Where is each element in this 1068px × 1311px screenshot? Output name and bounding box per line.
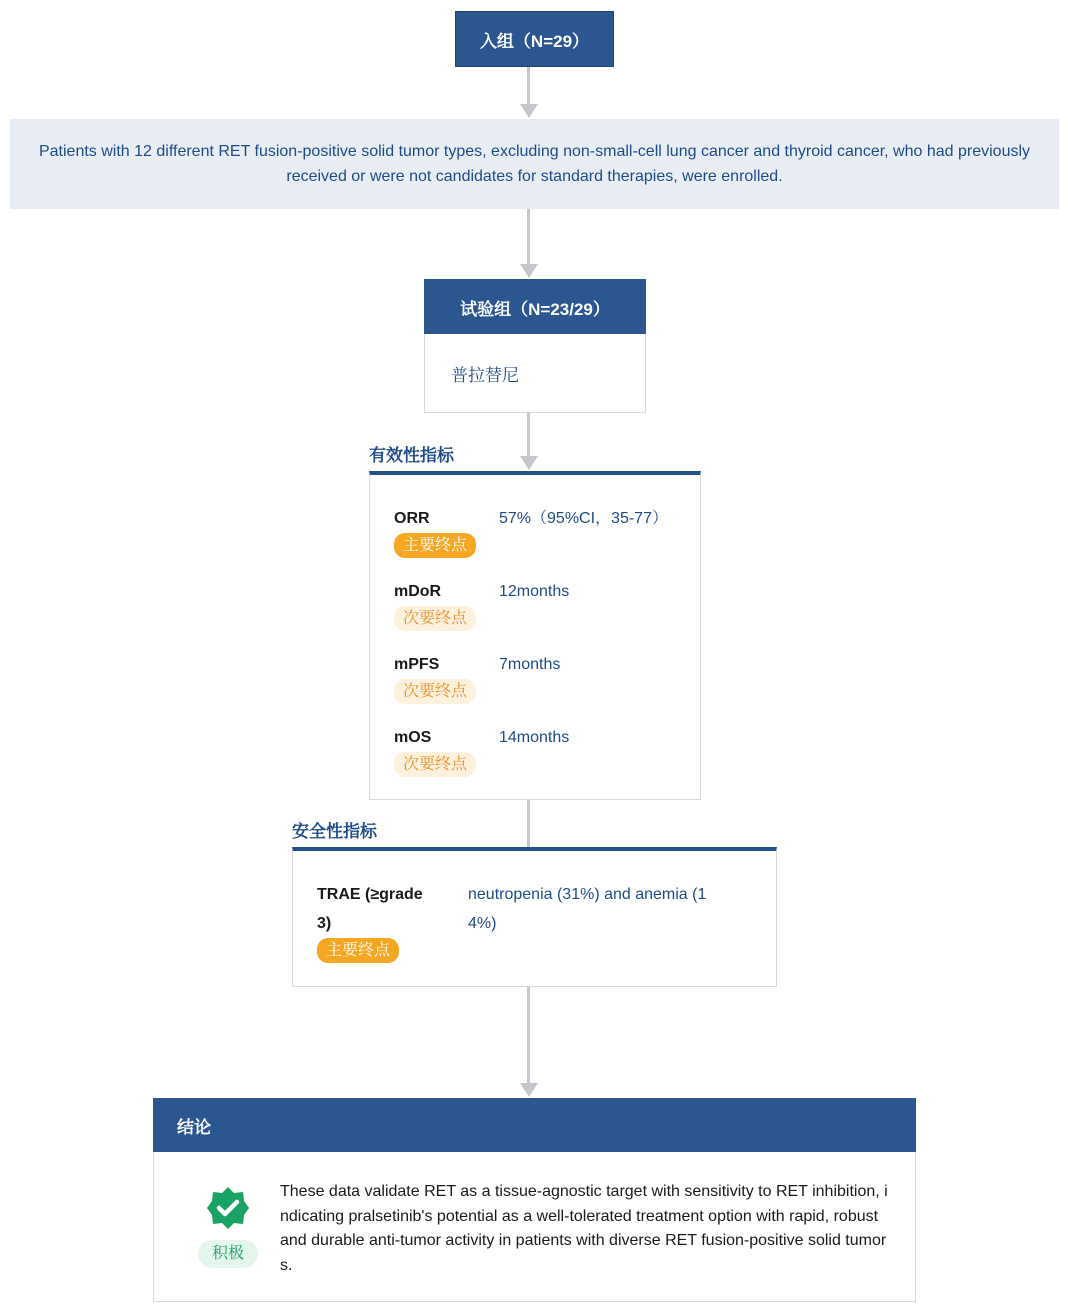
connector-arrow xyxy=(520,264,538,278)
secondary-endpoint-tag: 次要终点 xyxy=(394,606,476,631)
primary-endpoint-tag: 主要终点 xyxy=(317,938,399,963)
endpoint-name: mOS xyxy=(394,729,432,746)
endpoint-value: 57%（95%CI，35-77） xyxy=(499,510,668,527)
endpoint-name: ORR xyxy=(394,510,430,527)
endpoint-value: 12months xyxy=(499,583,570,600)
efficacy-label: 有效性指标 xyxy=(369,446,454,465)
endpoint-name-line2: 3) xyxy=(317,915,332,932)
secondary-endpoint-tag: 次要终点 xyxy=(394,679,476,704)
endpoint-value: 14months xyxy=(499,729,570,746)
connector-line xyxy=(527,209,530,267)
connector-line xyxy=(527,800,530,848)
conclusion-title: 结论 xyxy=(177,1118,211,1137)
endpoint-value: 7months xyxy=(499,656,561,673)
connector-line xyxy=(527,413,530,458)
population-text: Patients with 12 different RET fusion-positive solid tumor types, excluding non-small-cell lung cancer and thyroid cancer, who had previously received or were not candidates for standard therapies, were enrolled. xyxy=(38,143,1031,185)
efficacy-panel xyxy=(369,471,701,800)
positive-badge: 积极 xyxy=(198,1240,258,1268)
conclusion-text: These data validate RET as a tissue-agnostic target with sensitivity to RET inhibition, indicating pralsetinib's potential as a well-tolerated treatment option with rapid, robust and durable anti-tumor activity in patients with diverse RET fusion-positive solid tumors. xyxy=(280,1183,888,1274)
connector-arrow xyxy=(520,104,538,118)
endpoint-value-line2: 4%) xyxy=(468,915,497,932)
endpoint-value-line1: neutropenia (31%) and anemia (1 xyxy=(468,886,707,903)
conclusion-header xyxy=(153,1098,916,1153)
arm-drug xyxy=(424,334,646,413)
endpoint-name-line1: TRAE (≥grade xyxy=(317,886,423,903)
endpoint-name: mPFS xyxy=(394,656,440,673)
connector-arrow xyxy=(520,1083,538,1097)
endpoint-name: mDoR xyxy=(394,583,442,600)
secondary-endpoint-tag: 次要终点 xyxy=(394,752,476,777)
arm-title: 试验组（N=23/29） xyxy=(424,279,646,335)
primary-endpoint-tag: 主要终点 xyxy=(394,533,476,558)
safety-panel xyxy=(292,847,777,987)
connector-arrow xyxy=(520,456,538,470)
enrollment-box: 入组（N=29） xyxy=(455,11,614,67)
safety-label: 安全性指标 xyxy=(292,822,377,841)
conclusion-body xyxy=(153,1152,916,1302)
connector-line xyxy=(527,986,530,1084)
drug-name: 普拉替尼 xyxy=(451,365,519,385)
population-description xyxy=(10,119,1059,209)
check-badge-icon xyxy=(206,1186,250,1230)
connector-line xyxy=(527,67,530,107)
